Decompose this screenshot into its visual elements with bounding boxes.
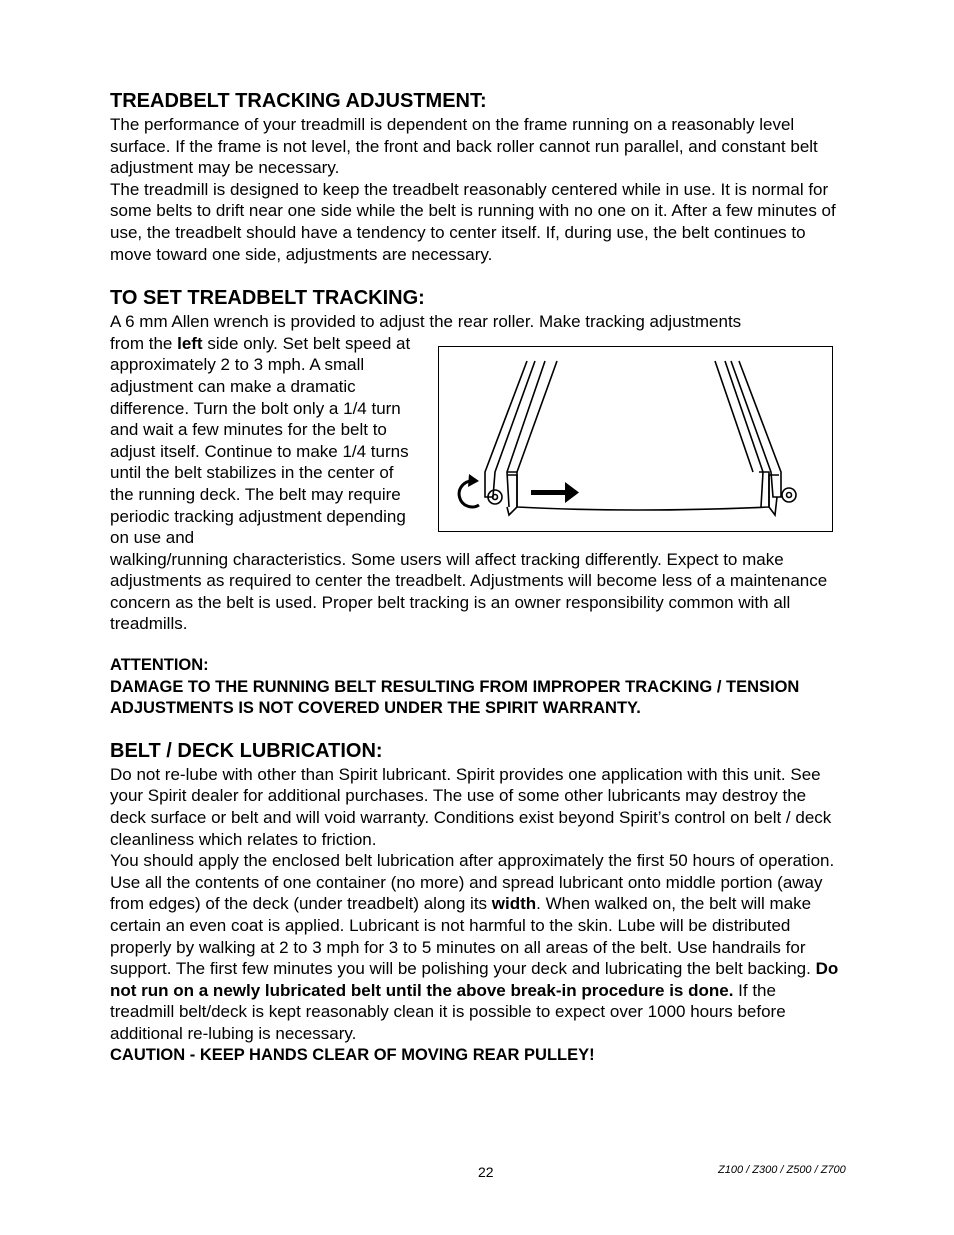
right-frame-rail-inner-2	[715, 361, 753, 472]
section-heading-tracking-adjustment: TREADBELT TRACKING ADJUSTMENT:	[110, 90, 487, 112]
right-bolt-center	[787, 493, 792, 498]
width-bold-text: width	[491, 894, 537, 914]
section-heading-set-tracking: TO SET TREADBELT TRACKING:	[110, 287, 425, 310]
left-frame-rail-inner-2	[517, 361, 557, 472]
lube-text-c: If the treadmill belt/deck is kept reasonably clean it is possible to expect over 1000 hours before additional re-lubing is necessary.	[110, 980, 786, 1043]
left-frame-rail-inner	[507, 361, 545, 507]
page-number: 22	[478, 1164, 494, 1180]
tracking-para-2: The treadmill is designed to keep the treadbelt reasonably centered while in use. It is normal for some belts to drift near one side while the belt is running with no one on it. After a few minutes of use, the treadbelt should have a tendency to center itself. If, during use, the belt continues to move toward one side, adjustments are necessary.	[110, 179, 836, 264]
rotate-clockwise-icon	[459, 474, 479, 507]
caution-text: CAUTION - KEEP HANDS CLEAR OF MOVING REAR PULLEY!	[110, 1045, 595, 1064]
attention-label: ATTENTION:	[110, 656, 209, 675]
left-frame-rail	[485, 361, 535, 497]
from-the-text: from the	[110, 333, 178, 353]
tracking-instructions	[110, 333, 415, 549]
lubrication-para-2	[110, 850, 844, 1044]
right-bolt	[782, 488, 796, 502]
belt-direction-arrow-icon	[531, 482, 579, 503]
lube-text-b: . When walked on, the belt will make certain an even coat is applied. Lubricant is not harmful to the skin. Lube will be distributed properly by walking at 2 to 3 mph for 3 to 5 minutes on all areas of the belt. Use handrails for support. The first few minutes you will be polishing your deck and lubricating the belt backing.	[110, 894, 816, 979]
break-in-warning: Do not run on a newly lubricated belt until the above break-in procedure is done.	[110, 959, 839, 1000]
lubrication-para-1: Do not re-lube with other than Spirit lubricant. Spirit provides one application with this unit. See your Spirit dealer for additional purchases. The use of some other lubricants may destroy the deck surface or belt and will void warranty. Conditions exist beyond Spirit’s control on belt / deck cleanliness which relates to friction.	[110, 764, 832, 849]
tracking-line-1: A 6 mm Allen wrench is provided to adjust the rear roller. Make tracking adjustments	[110, 312, 742, 332]
tracking-para-1: The performance of your treadmill is dependent on the frame running on a reasonably level surface. If the frame is not level, the front and back roller cannot run parallel, and constant belt adjustment may be necessary.	[110, 115, 818, 178]
tracking-block	[110, 311, 844, 635]
left-bolt-center	[493, 495, 498, 500]
manual-page	[110, 88, 844, 1066]
tracking-continuation: walking/running characteristics. Some users will affect tracking differently. Expect to make adjustments as required to center the treadbelt. Adjustments will become less of a maintenance concern as the belt is used. Proper belt tracking is an owner responsibility common with all treadmills.	[110, 549, 828, 634]
model-numbers: Z100 / Z300 / Z500 / Z700	[718, 1164, 846, 1176]
left-bold-text: left	[177, 333, 203, 353]
roller-adjustment-illustration	[439, 347, 832, 531]
lube-text-a: You should apply the enclosed belt lubrication after approximately the first 50 hours of operation. Use all the contents of one container (no more) and spread lubricant onto middle portion (away from edges) of the deck (under treadbelt) along its	[110, 851, 835, 914]
attention-text: DAMAGE TO THE RUNNING BELT RESULTING FROM IMPROPER TRACKING / TENSION ADJUSTMENTS IS NOT COVERED UNDER THE SPIRIT WARRANTY.	[110, 677, 800, 718]
section-heading-lubrication: BELT / DECK LUBRICATION:	[110, 739, 383, 762]
side-only-text: side only. Set belt speed at approximately 2 to 3 mph. A small adjustment can make a dramatic difference. Turn the bolt only a 1/4 turn and wait a few minutes for the belt to adjust itself. Continue to make 1/4 turns until the belt stabilizes in the center of the running deck. The belt may require periodic tracking adjustment depending on use and	[110, 333, 411, 548]
tracking-diagram	[438, 346, 833, 532]
